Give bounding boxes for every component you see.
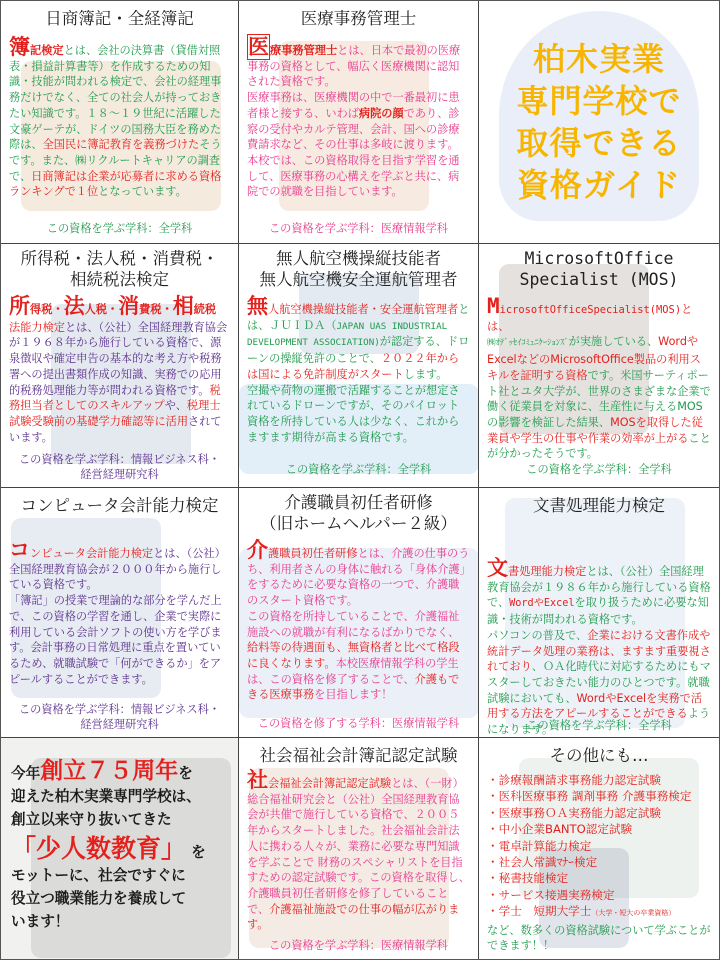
- cell-footer: この資格を学ぶ学科：全学科: [285, 463, 432, 476]
- cell-others: [479, 738, 719, 959]
- list-item: ・ 秘書技能検定: [487, 870, 711, 886]
- cell-title: コンピュータ会計能力検定: [20, 496, 219, 515]
- cell-title: 日商簿記・全経簿記: [45, 9, 194, 28]
- cell-mos: [479, 244, 719, 488]
- list-item: ・ 医療事務ＯＡ実務能力認定試験: [487, 805, 711, 821]
- cell-description: 医療事務管理士とは、日本で最初の医療事務の資格として、幅広く医療機関に認知された資格です。 医療事務は、医療機関の中で一番最初に患者様と接する、いわば病院の顔であり、診察の受付やカルテ管理、会計、国への診療費請求など、その仕事は多岐に渡ります。 本校では、この資格取得を目指す学習を通して、医療事務の心構えを学ぶと共に、病院での就職を目指しています。: [247, 35, 461, 199]
- list-item: ・ 中小企業BANTO認定試験: [487, 821, 711, 837]
- cell-title: 社会福祉会計簿記認定試験: [259, 746, 458, 765]
- cell-footer: この資格を学ぶ学科：全学科: [526, 463, 672, 476]
- cell-title: 無人航空機操縦技能者 無人航空機安全運航管理者: [259, 249, 458, 289]
- list-item: ・ 診療報酬請求事務能力認定試験: [487, 772, 711, 788]
- hero-title: 柏木実業 専門学校で 取得できる 資格ガイド: [516, 40, 682, 204]
- closing-text: など、数多くの資格試験について学ぶことができます！！: [487, 923, 711, 953]
- cell-description: 簿記検定とは、会社の決算書（貸借対照表・損益計算書等）を作成するための知識・技能が問われる検定で、会社の経理事務だけでなく、全ての社会人が持っておきたい知識です。１８～１９世紀に活躍した文豪ゲーテが、ドイツの国務大臣を務めた際は、全国民に簿記教育を義務づけたそうです。また、㈱リクルートキャリアの調査で、日商簿記は企業が応募者に求める資格ランキングで１位となっています。: [9, 35, 222, 199]
- anniversary-message: 今年創立７５周年を 迎えた柏木実業専門学校は、 創立以来守り抜いてきた 「少人数教育」 を モットーに、社会ですぐに 役立つ職業能力を養成して います！: [11, 758, 206, 930]
- cell-fukushi: [239, 738, 479, 959]
- cell-footer: この資格を学ぶ学科：全学科: [46, 222, 193, 235]
- cell-footer: この資格を学ぶ学科：情報ビジネス科・ 経営経理研究科: [18, 453, 221, 481]
- cell-footer: この資格を学ぶ学科：医療情報学科: [268, 939, 448, 952]
- cell-title: 医療事務管理士: [300, 9, 417, 28]
- cell-bunsho: [479, 488, 719, 738]
- cell-footer: この資格を学ぶ学科：全学科: [526, 719, 672, 732]
- cell-footer: この資格を学ぶ学科：情報ビジネス科・ 経営経理研究科: [18, 703, 221, 731]
- cell-drone: [239, 244, 479, 488]
- cell-zeiho: [1, 244, 239, 488]
- other-qualifications-list: [487, 772, 711, 922]
- cell-computer-kaikei: [1, 488, 239, 738]
- cell-anniversary: [1, 738, 239, 959]
- cell-description: 介護職員初任者研修とは、介護の仕事のうち、利用者さんの身体に触れる「身体介護」をするために必要な資格の一つで、介護職のスタート資格です。 この資格を所持していることで、介護福祉施設への就職が有利になるばかりでなく、給料等の待遇面も、無資格者と比べて格段に良くなります。本校医療情報学科の学生は、この資格を修了することで、介護もできる医療事務を目指します！: [247, 538, 470, 702]
- cell-title: MicrosoftOffice Specialist (MOS): [519, 249, 679, 289]
- cell-description: 文書処理能力検定とは、（公社）全国経理教育協会が１９８６年から施行している資格で、WordやExcelを取り扱うために必要な知識・技術が問われる資格です。 パソコンの普及で、企業における文書作成や統計データ処理の業務は、ますます重要視されており、ＯＡ化時代に対応するためにもマスターしておきたい能力のひとつです。就職試験においても、WordやExcelを実務で活用する方法をアピールすることができるようになります。: [487, 556, 711, 737]
- cell-title: 所得税・法人税・消費税・ 相続税法検定: [20, 249, 219, 289]
- list-item: ・ 電卓計算能力検定: [487, 838, 711, 854]
- list-item: ・ 医科医療事務 調剤事務 介護事務検定: [487, 788, 711, 804]
- cell-title: その他にも…: [549, 746, 649, 765]
- list-item: ・ サービス接遇実務検定: [487, 887, 711, 903]
- list-item: ・ 学士 短期大学士（大学・短大の卒業資格）: [487, 903, 711, 921]
- cell-title: 文書処理能力検定: [533, 496, 665, 515]
- cell-description: MicrosoftOfficeSpecialist(MOS)とは、 ㈱ｵﾃﾞｯｾｲｺﾐｭﾆｹｰｼｮﾝｽﾞが実施している、WordやExcelなどのMicrosoftOffice製品の利用スキルを証明する資格です。米国サーティポート社とユタ大学が、世界のさまざまな企業で働く従業員を対象に、生産性に与えるMOSの影響を検証した結果、MOSを取得した従業員や学生の仕事や作業の効率が上がることが分かったそうです。: [487, 294, 711, 461]
- cell-footer: この資格を修了する学科：医療情報学科: [257, 717, 460, 730]
- cell-hero: [479, 1, 719, 244]
- cell-kaigo: [239, 488, 479, 738]
- cell-description: 所得税・法人税・消費税・相続税 法能力検定とは、（公社）全国経理教育協会が１９６８年から施行している資格で、源泉徴収や確定申告の基本的な考え方や税務署への提出書類作成の知識、実務での応用的税務処理能力等が問われる資格です。税務担当者としてのスキルアップや、税理士試験受験前の基礎学力確認等に活用されています。: [9, 294, 228, 444]
- cell-description: コンピュータ会計能力検定とは、（公社）全国経理教育協会が２０００年から施行している資格です。 「簿記」の授業で理論的な部分を学んだ上で、この資格の学習を通し、企業で実際に利用している会計ソフトの使い方を学びます。会計事務の日常処理に重点を置いているため、就職試験で「何ができるか」をアピールすることができます。: [9, 538, 226, 686]
- list-item: ・ 社会人常識ﾏﾅｰ検定: [487, 854, 711, 870]
- cell-description: 社会福祉会計簿記認定試験とは、（一財）総合福祉研究会と（公社）全国経理教育協会が共催で施行している資格で、２００５年からスタートしました。社会福祉会計法人に携わる人々が、業務に必要な専門知識を学ぶことで 財務のスペシャリストを目指すための認定試験です。この資格を取得し、介護職員初任者研修を修了していることで、介護福祉施設での仕事の幅が広がります。: [247, 768, 470, 932]
- cell-description: 無人航空機操縦技能者・安全運航管理者とは、ＪＵＩＤＡ（JAPAN UAS INDUSTRIAL DEVELOPMENT ASSOCIATION)が認定する、ドローンの操縦免許のことで、２０２２年からは国による免許制度がスタートします。 空撮や荷物の運搬で活躍することが想定されているドローンですが、そのパイロット資格を所持している人は少なく、これからますます期待が高まる資格です。: [247, 294, 470, 444]
- cell-iryo: [239, 1, 479, 244]
- cell-title: 介護職員初任者研修 （旧ホームヘルパー２級）: [260, 493, 457, 533]
- cell-boki: [1, 1, 239, 244]
- cell-footer: この資格を学ぶ学科：医療情報学科: [268, 222, 448, 235]
